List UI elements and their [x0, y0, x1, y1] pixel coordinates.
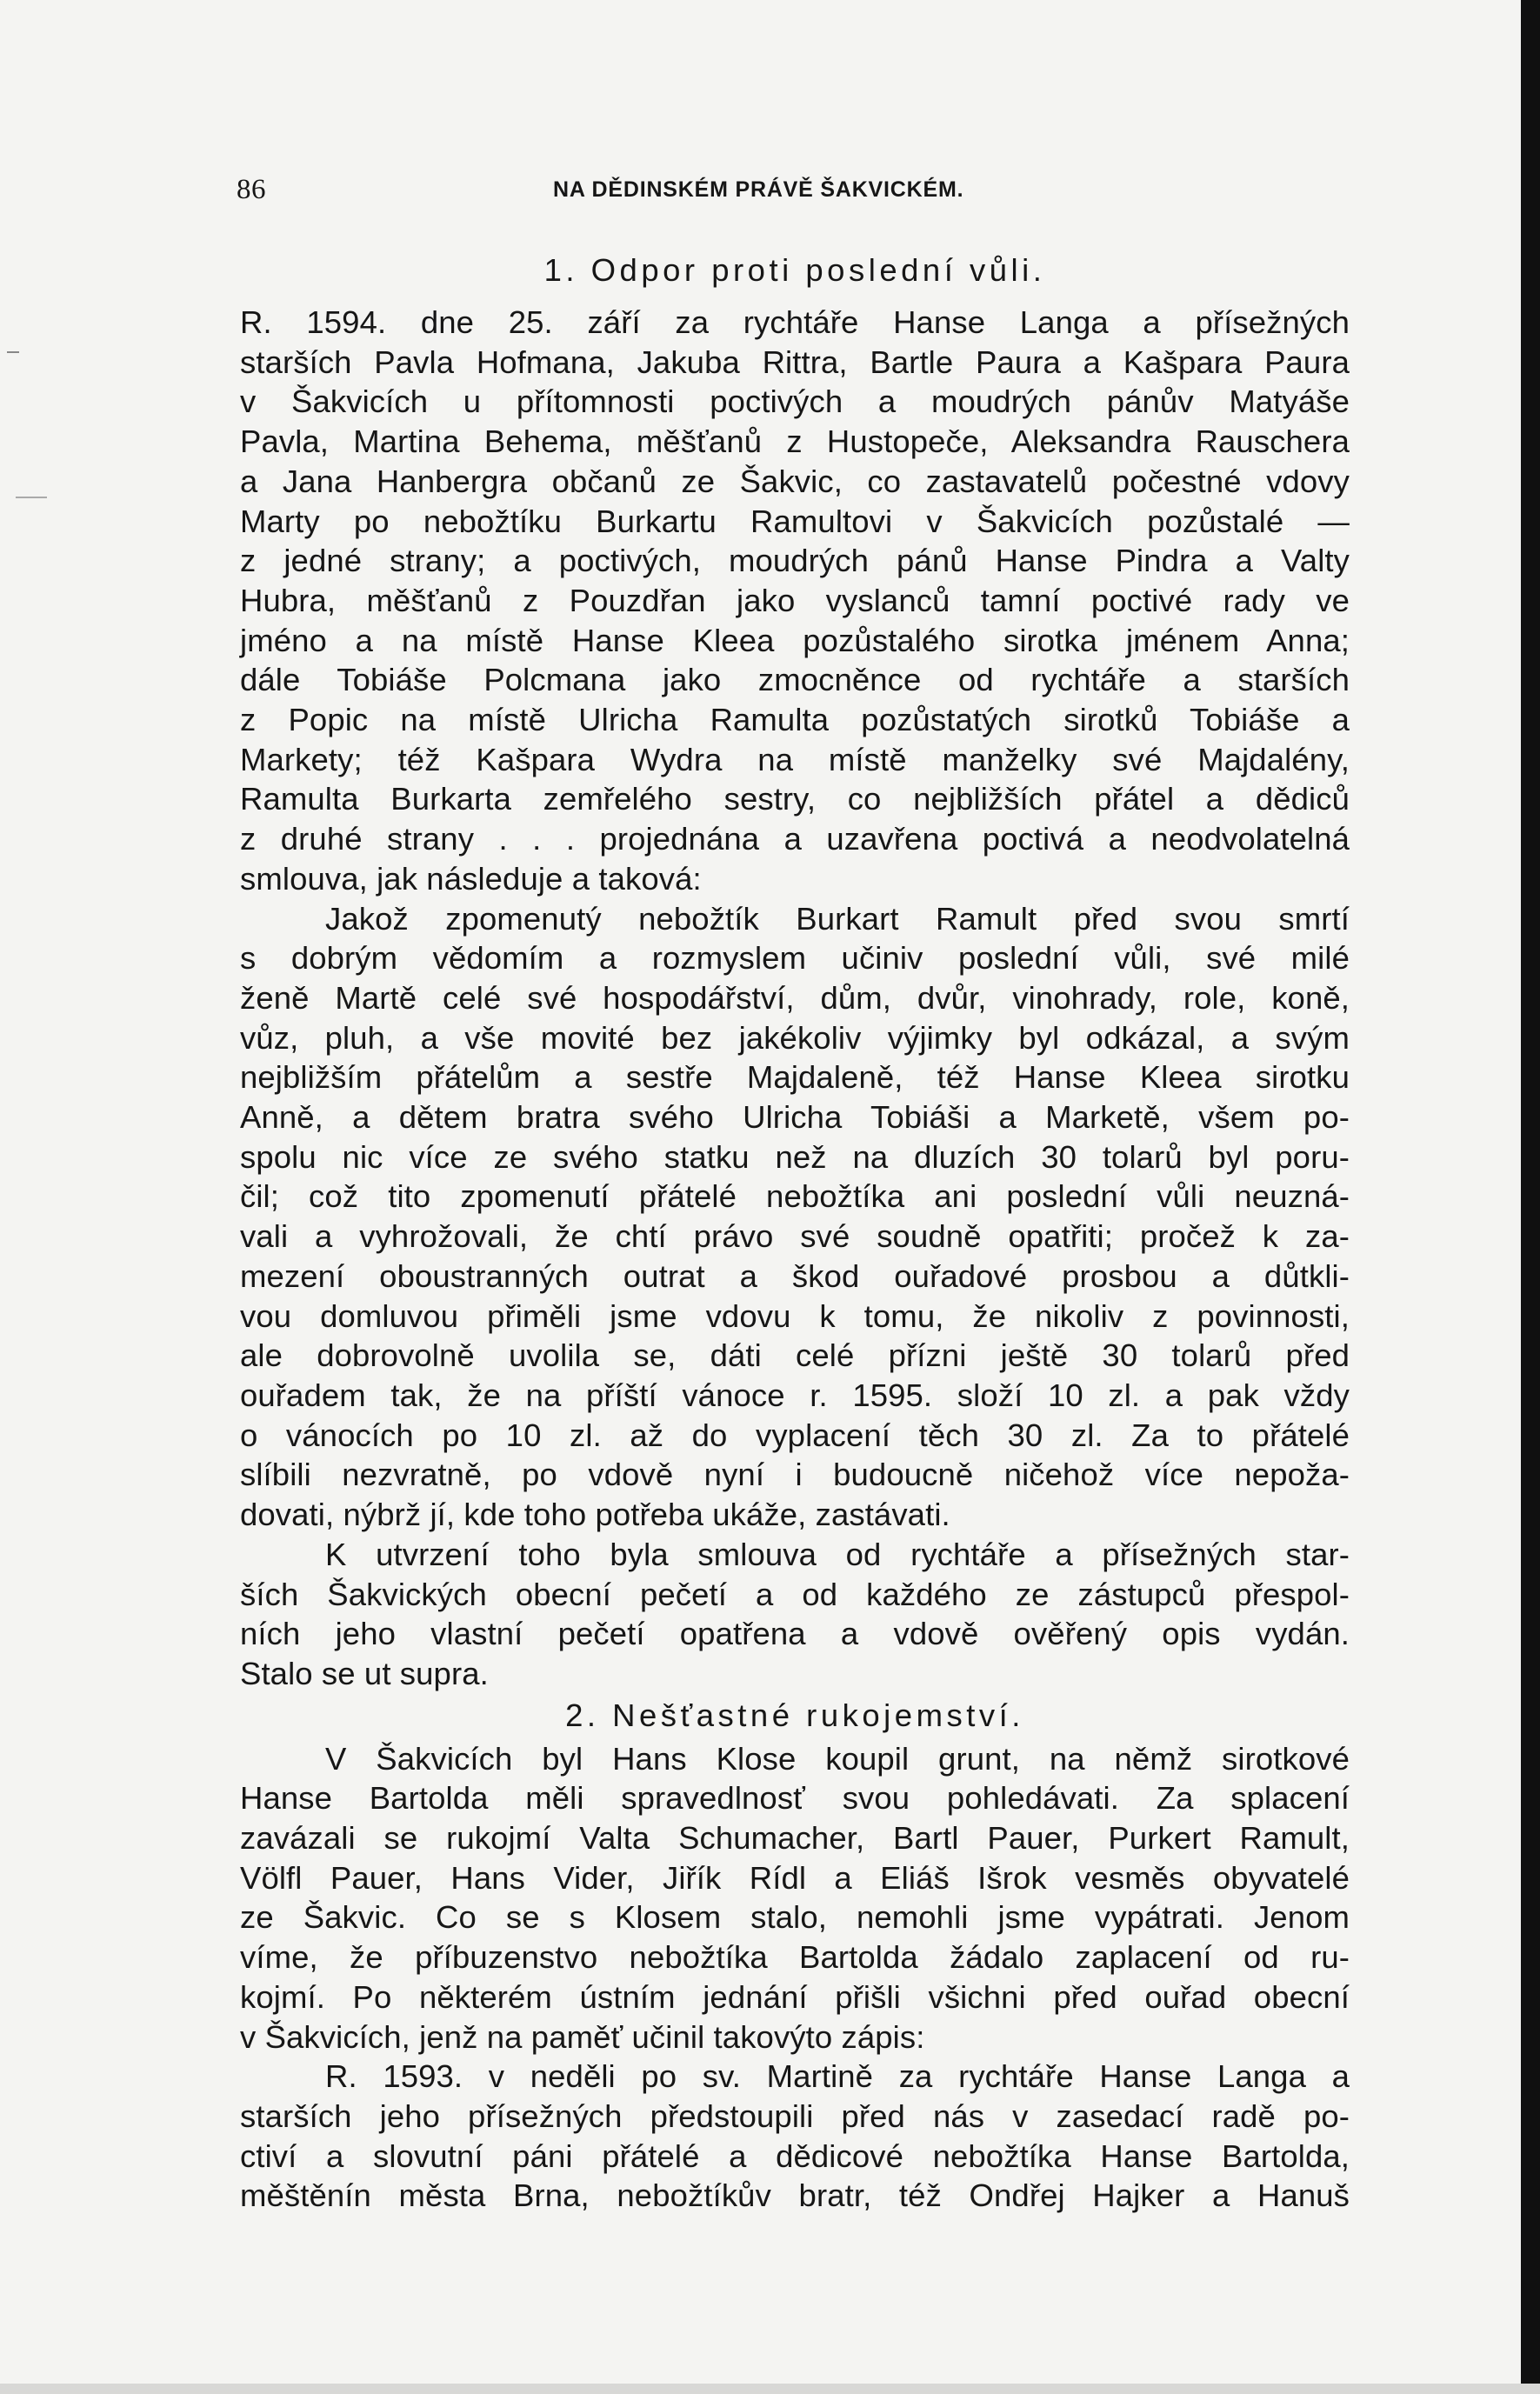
text-line: Anně, a dětem bratra svého Ulricha Tobiáši a Marketě, všem po- — [240, 1099, 1350, 1136]
text-line: o vánocích po 10 zl. až do vyplacení těch 30 zl. Za to přátelé — [240, 1417, 1350, 1453]
text-line: Hanse Bartolda měli spravedlnosť svou pohledávati. Za splacení — [240, 1780, 1350, 1817]
running-head — [237, 165, 1350, 217]
paragraph — [240, 1739, 1350, 2057]
text-line: dále Tobiáše Polcmana jako zmocněnce od rychtáře a starších — [240, 662, 1350, 698]
paragraph — [240, 303, 1350, 899]
section-title: 2. Nešťastné rukojemství. — [565, 1697, 1024, 1733]
text-line: Ramulta Burkarta zemřelého sestry, co nejbližších přátel a dědiců — [240, 781, 1350, 817]
text-line: starších Pavla Hofmana, Jakuba Rittra, Bartle Paura a Kašpara Paura — [240, 343, 1350, 380]
text-line: Markety; též Kašpara Wydra na místě manželky své Majdalény, — [240, 741, 1350, 777]
text-line: R. 1594. dne 25. září za rychtáře Hanse Langa a přísežných — [240, 304, 1350, 340]
text-line: smlouva, jak následuje a taková: — [240, 860, 702, 897]
paragraph — [240, 899, 1350, 1535]
text-line: čil; což tito zpomenutí přátelé nebožtíka ani poslední vůli neuzná- — [240, 1178, 1350, 1215]
page-number: 86 — [237, 174, 266, 205]
margin-mark — [16, 497, 47, 498]
text-line: a Jana Hanbergra občanů ze Šakvic, co zastavatelů počestné vdovy — [240, 463, 1350, 499]
text-line: Jakož zpomenutý nebožtík Burkart Ramult před svou smrtí — [325, 900, 1350, 937]
text-line: z druhé strany . . . projednána a uzavřena poctivá a neodvolatelná — [240, 821, 1350, 857]
text-line: kojmí. Po některém ústním jednání přišli všichni před ouřad obecní — [240, 1978, 1350, 2015]
paragraph — [240, 2057, 1350, 2216]
section-title: 1. Odpor proti poslední vůli. — [543, 252, 1046, 288]
text-line: v Šakvicích, jenž na paměť učinil takovýto zápis: — [240, 2018, 925, 2055]
text-line: spolu nic více ze svého statku než na dluzích 30 tolarů byl poru- — [240, 1138, 1350, 1175]
text-line: Stalo se ut supra. — [240, 1655, 489, 1691]
text-line: mezení oboustranných outrat a škod ouřadové prosbou a důtkli- — [240, 1257, 1350, 1294]
text-line: měštěnín města Brna, nebožtíkův bratr, též Ondřej Hajker a Hanuš — [240, 2177, 1350, 2214]
text-line: z jedné strany; a poctivých, moudrých pánů Hanse Pindra a Valty — [240, 543, 1350, 579]
scan-edge-bottom — [0, 2384, 1540, 2394]
text-line: K utvrzení toho byla smlouva od rychtáře a přísežných star- — [325, 1536, 1350, 1572]
text-line: ze Šakvic. Co se s Klosem stalo, nemohli jsme vypátrati. Jenom — [240, 1899, 1350, 1936]
text-line: víme, že příbuzenstvo nebožtíka Bartolda žádalo zaplacení od ru- — [240, 1939, 1350, 1976]
text-line: s dobrým vědomím a rozmyslem učiniv poslední vůli, své milé — [240, 940, 1350, 977]
text-line: Pavla, Martina Behema, měšťanů z Hustopeče, Aleksandra Rauschera — [240, 423, 1350, 460]
text-line: Marty po nebožtíku Burkartu Ramultovi v Šakvicích pozůstalé — — [240, 503, 1350, 539]
text-line: vůz, pluh, a vše movité bez jakékoliv výjimky byl odkázal, a svým — [240, 1019, 1350, 1056]
text-line: vou domluvou přiměli jsme vdovu k tomu, že nikoliv z povinnosti, — [240, 1297, 1350, 1334]
text-line: V Šakvicích byl Hans Klose koupil grunt, na němž sirotkové — [325, 1740, 1350, 1777]
text-line: Völfl Pauer, Hans Vider, Jiřík Rídl a Eliáš Išrok vesměs obyvatelé — [240, 1859, 1350, 1896]
text-line: ouřadem tak, že na příští vánoce r. 1595. složí 10 zl. a pak vždy — [240, 1377, 1350, 1413]
text-line: v Šakvicích u přítomnosti poctivých a moudrých pánův Matyáše — [240, 383, 1350, 420]
text-line: dovati, nýbrž jí, kde toho potřeba ukáže, zastávati. — [240, 1497, 950, 1533]
text-line: ních jeho vlastní pečetí opatřena a vdově ověřený opis vydán. — [240, 1616, 1350, 1652]
text-line: R. 1593. v neděli po sv. Martině za rychtáře Hanse Langa a — [325, 2058, 1350, 2095]
text-line: ale dobrovolně uvolila se, dáti celé přízni ještě 30 tolarů před — [240, 1337, 1350, 1374]
text-line: ženě Martě celé své hospodářství, dům, dvůr, vinohrady, role, koně, — [240, 979, 1350, 1016]
text-line: slíbili nezvratně, po vdově nyní i budoucně ničehož více nepoža- — [240, 1457, 1350, 1493]
text-line: ších Šakvických obecní pečetí a od každého ze zástupců přespol- — [240, 1576, 1350, 1612]
text-line: jméno a na místě Hanse Kleea pozůstalého sirotka jménem Anna; — [240, 622, 1350, 658]
paragraph — [240, 1535, 1350, 1694]
running-title: NA DĚDINSKÉM PRÁVĚ ŠAKVICKÉM. — [553, 177, 964, 202]
text-line: vali a vyhrožovali, že chtí právo své soudně opatřiti; pročež k za- — [240, 1218, 1350, 1255]
text-line: ctiví a slovutní páni přátelé a dědicové nebožtíka Hanse Bartolda, — [240, 2137, 1350, 2174]
page-body — [240, 250, 1350, 2216]
text-line: starších jeho přísežných předstoupili před nás v zasedací radě po- — [240, 2097, 1350, 2134]
text-line: zavázali se rukojmí Valta Schumacher, Bartl Pauer, Purkert Ramult, — [240, 1820, 1350, 1857]
margin-mark — [7, 351, 19, 353]
text-line: z Popic na místě Ulricha Ramulta pozůstatých sirotků Tobiáše a — [240, 702, 1350, 738]
document-page — [237, 165, 1350, 2216]
text-line: Hubra, měšťanů z Pouzdřan jako vyslanců tamní poctivé rady ve — [240, 582, 1350, 618]
text-line: nejbližším přátelům a sestře Majdaleně, též Hanse Kleea sirotku — [240, 1059, 1350, 1096]
scan-edge-right — [1521, 0, 1540, 2394]
